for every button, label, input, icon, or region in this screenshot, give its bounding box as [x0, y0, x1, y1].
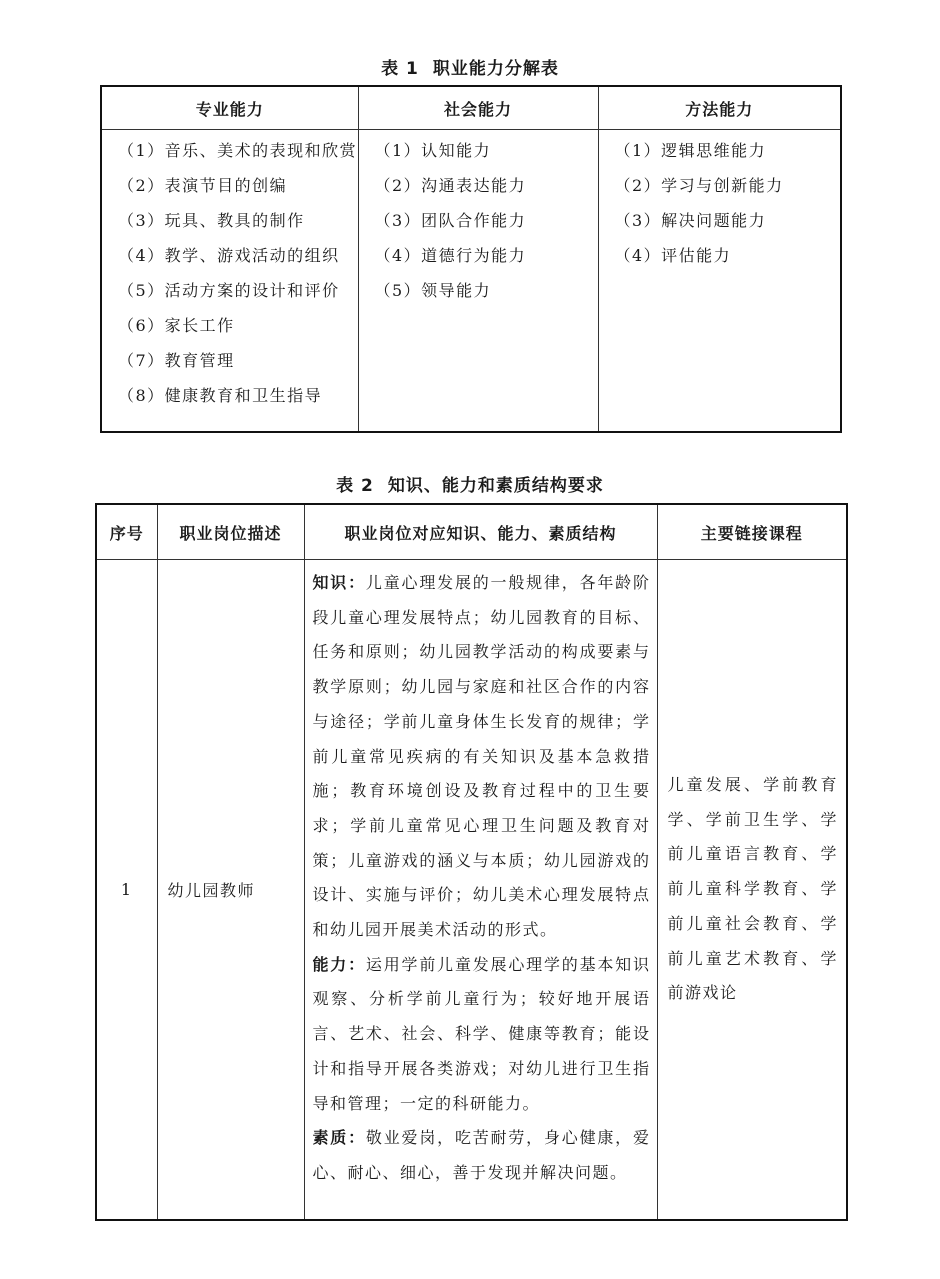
table2-header-post: 职业岗位描述 [157, 504, 304, 560]
knowledge-block [313, 566, 651, 948]
quality-block [313, 1121, 651, 1190]
list-item: （6）家长工作 [118, 316, 235, 335]
quality-text: 敬业爱岗，吃苦耐劳，身心健康，爱心、耐心、细心，善于发现并解决问题。 [312, 1128, 651, 1182]
list-item: （1）逻辑思维能力 [614, 141, 767, 160]
knowledge-text: 儿童心理发展的一般规律，各年龄阶段儿童心理发展特点；幼儿园教育的目标、任务和原则；幼儿园教学活动的构成要素与教学原则；幼儿园与家庭和社区合作的内容与途径；学前儿童身体生长发育的规律；学前儿童常见疾病的有关知识及基本急救措施；教育环境创设及教育过程中的卫生要求；学前儿童常见心理卫生问题及教育对策；儿童游戏的涵义与本质；幼儿园游戏的设计、实施与评价；幼儿美术心理发展特点和幼儿园开展美术活动的形式。 [312, 573, 651, 940]
table2-header-seq: 序号 [96, 504, 157, 560]
list-item: （1）认知能力 [374, 141, 492, 160]
ability-block [313, 948, 651, 1122]
quality-label: 素质： [312, 1128, 366, 1148]
table2-caption-number: 表 2 [336, 476, 374, 496]
list-item: （3）玩具、教具的制作 [118, 211, 305, 230]
table1-social-list [358, 130, 598, 433]
row-seq: 1 [96, 560, 157, 1221]
table2-structure-requirements [95, 503, 848, 1221]
list-item: （5）领导能力 [374, 281, 492, 300]
list-item: （7）教育管理 [118, 351, 235, 370]
list-item: （4）道德行为能力 [374, 246, 527, 265]
list-item: （3）解决问题能力 [614, 211, 767, 230]
table1-header-method: 方法能力 [598, 86, 841, 130]
list-item: （8）健康教育和卫生指导 [118, 386, 323, 405]
list-item: （2）沟通表达能力 [374, 176, 527, 195]
table1-body-row [101, 130, 841, 433]
table1-ability-breakdown [100, 85, 842, 433]
ability-label: 能力： [312, 954, 366, 974]
ability-text: 运用学前儿童发展心理学的基本知识观察、分析学前儿童行为；较好地开展语言、艺术、社会、科学、健康等教育；能设计和指导开展各类游戏；对幼儿进行卫生指导和管理；一定的科研能力。 [312, 954, 651, 1113]
table1-header-professional: 专业能力 [101, 86, 358, 130]
row-structure [304, 560, 657, 1221]
table1-header-social: 社会能力 [358, 86, 598, 130]
table2-header-structure: 职业岗位对应知识、能力、素质结构 [304, 504, 657, 560]
row-linked-courses: 儿童发展、学前教育学、学前卫生学、学前儿童语言教育、学前儿童科学教育、学前儿童社会教育、学前儿童艺术教育、学前游戏论 [657, 560, 847, 1221]
table2-header-row [96, 504, 847, 560]
row-post-description: 幼儿园教师 [157, 560, 304, 1221]
table1-caption-number: 表 1 [381, 59, 419, 79]
table1-caption-title: 职业能力分解表 [432, 59, 559, 79]
list-item: （2）学习与创新能力 [614, 176, 784, 195]
list-item: （5）活动方案的设计和评价 [118, 281, 340, 300]
list-item: （1）音乐、美术的表现和欣赏 [118, 141, 358, 160]
table2-header-courses: 主要链接课程 [657, 504, 847, 560]
table1-method-list [598, 130, 841, 433]
table2-caption [0, 471, 940, 496]
table1-caption [0, 54, 940, 79]
knowledge-label: 知识： [312, 573, 366, 592]
list-item: （2）表演节目的创编 [118, 176, 288, 195]
table1-professional-list [101, 130, 358, 433]
table2-caption-title: 知识、能力和素质结构要求 [387, 476, 604, 496]
list-item: （3）团队合作能力 [374, 211, 527, 230]
list-item: （4）评估能力 [614, 246, 732, 265]
list-item: （4）教学、游戏活动的组织 [118, 246, 340, 265]
table-row [96, 560, 847, 1221]
table1-header-row [101, 86, 841, 130]
